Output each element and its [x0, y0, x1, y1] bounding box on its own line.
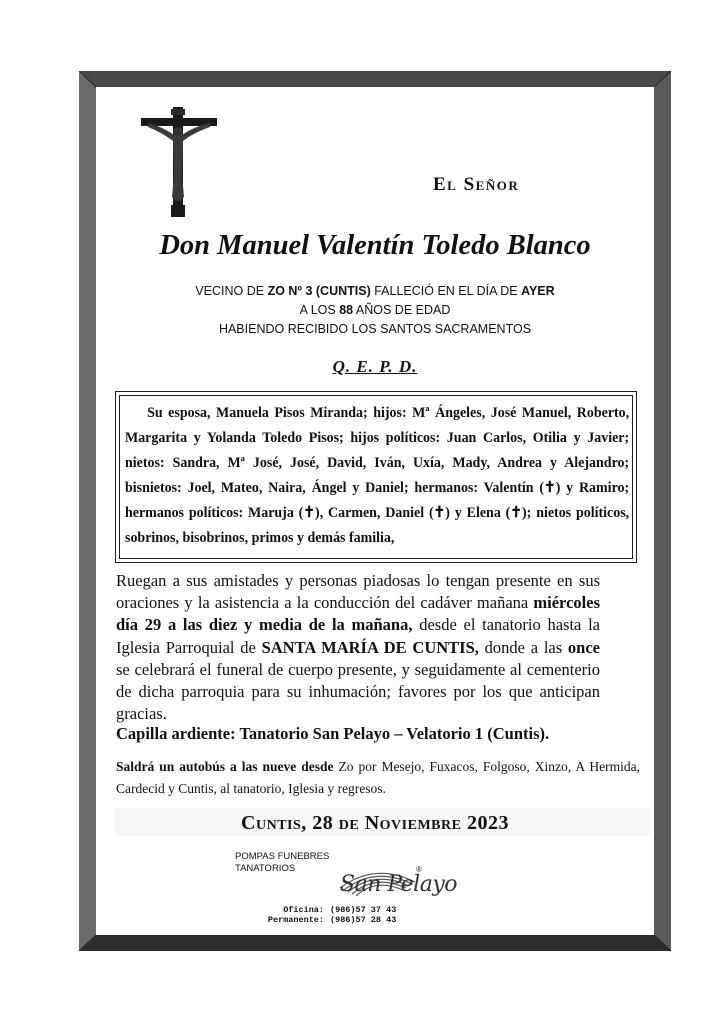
qepd-label: Q. E. P. D.: [332, 357, 418, 376]
registered-mark: ®: [416, 865, 422, 874]
phone-row-office: Oficina: (986)57 37 43: [283, 905, 397, 915]
family-box: [115, 391, 637, 563]
funeral-home-label-2: TANATORIOS: [235, 863, 296, 874]
chapel-info: Capilla ardiente: Tanatorio San Pelayo – Velatorio 1 (Cuntis).: [116, 724, 550, 743]
san-pelayo-brand: San Pelayo: [340, 872, 458, 897]
crucifix-icon: [138, 105, 220, 219]
deceased-name: Don Manuel Valentín Toledo Blanco: [159, 230, 591, 261]
info-line-1: VECINO DE ZO Nº 3 (CUNTIS) FALLECIÓ EN EL DÍA DE AYER: [195, 284, 555, 298]
ceremony-details: Ruegan a sus amistades y personas piadosas lo tengan presente en sus oraciones y la asistencia a la conducción del cadáver mañana miércoles día 29 a las diez y media de la mañana, desde el tanatorio hasta la Iglesia Parroquial de SANTA MARÍA DE CUNTIS, donde a las once se celebrará el funeral de cuerpo presente, y seguidamente al cementerio de dicha parroquia para su inhumación; favores por los que anticipan gracias.: [116, 571, 601, 724]
info-line-2: A LOS 88 AÑOS DE EDAD: [299, 303, 451, 317]
phone-row-permanent: Permanente: (986)57 28 43: [267, 914, 397, 925]
info-line-3: HABIENDO RECIBIDO LOS SANTOS SACRAMENTOS: [218, 322, 532, 336]
bus-info: Saldrá un autobús a las nueve desde Zo por Mesejo, Fuxacos, Folgoso, Xinzo, A Hermida, Cardecid y Cuntis, al tanatorio, Iglesia y regresos.: [116, 759, 640, 796]
date-line: Cuntis, 28 de Noviembre 2023: [241, 812, 509, 834]
phone-list: [266, 906, 396, 925]
title-el-senor: El Señor: [433, 174, 520, 195]
family-members-text: Su esposa, Manuela Pisos Miranda; hijos: Mª Ángeles, José Manuel, Roberto, Margarita y Yolanda Toledo Pisos; hijos políticos: Juan Carlos, Otilia y Javier; nietos: Sandra, Mª José, José, David, Iván, Uxía, Mady, Andrea y Alejandro; bisnietos: Joel, Mateo, Naira, Ángel y Daniel; hermanos: Valentín (✝) y Ramiro; hermanos políticos: Maruja (✝), Carmen, Daniel (✝) y Elena (✝); nietos políticos, sobrinos, bisobrinos, primos y demás familia,: [125, 404, 630, 546]
funeral-home-label-1: POMPAS FUNEBRES: [235, 851, 330, 862]
